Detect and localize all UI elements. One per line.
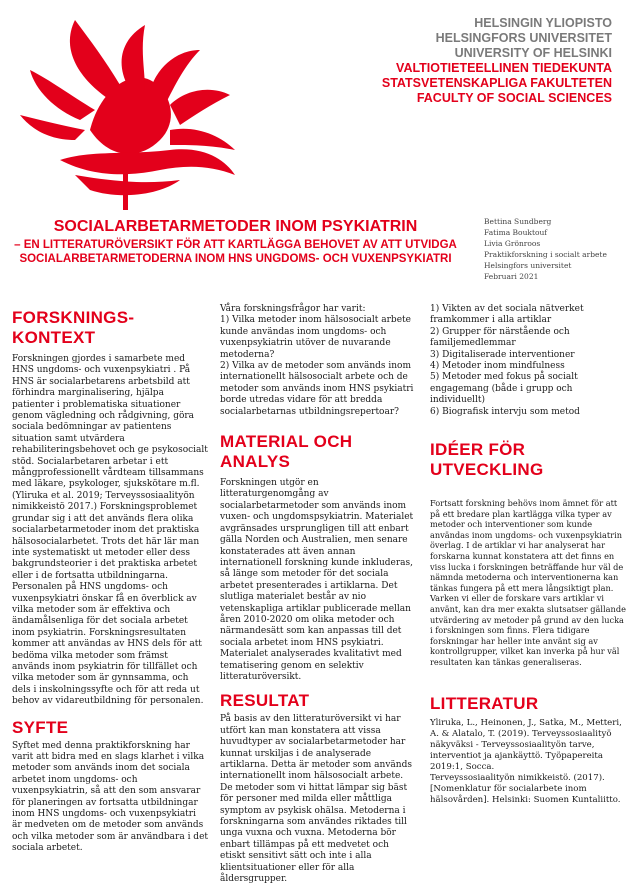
column-middle xyxy=(220,304,416,885)
university-name-sv: HELSINGFORS UNIVERSITET xyxy=(435,31,612,45)
poster-title xyxy=(8,217,463,266)
ideas-paragraph: Fortsatt forskning behövs inom ämnet för att på ett bredare plan kartlägga vilka typer av metoder och interventioner som kunde användas inom ungdoms- och vuxenpsykiatrin överlag. I de artiklar vi har analyserat har forskarna kunnat konstatera att det finns en viss lucka i forskningen beträffande hur väl de nämnda metoderna och interventionerna kan tänkas fungera på ett mera långsiktigt plan. Varken vi eller de forskare vars artiklar vi använt, kan dra mer exakta slutsatser gällande utvärdering av metoder på grund av den lucka i forskningen som finns. Flera tidigare forskningar har heller inte använt sig av kontrollgrupper, vilket kan inverka på hur väl resultaten kan tänkas generaliseras. xyxy=(430,498,626,667)
faculty-names xyxy=(382,61,612,106)
context-paragraph: Forskningen gjordes i samarbete med HNS ungdoms- och vuxenpsykiatri . På HNS är socialarbetarens arbetsbild att förhindra marginalisering, hjälpa patienter i problematiska situationer genom vägledning och rådgivning, göra sociala bedömningar av patientens situation samt utvärdera rehabiliteringsbehovet och ge psykosocialt stöd. Socialarbetaren arbetar i ett mångprofessionellt vårdteam tillsammans med läkare, psykologer, sjukskötare m.fl. (Yliruka et al. 2019; Terveyssosiaalityön nimikkeistö 2017.) Forskningsproblemet grundar sig i att det används flera olika socialarbetarmetoder inom det praktiska hälsosocialarbetet. Trots det här lär man inte systematiskt ut metoder eller dess bakgrundsteorier i det praktiska arbetet eller i de fortsatta utbildningarna. Personalen på HNS ungdoms- och vuxenpsykiatri önskar få en överblick av vilka metoder som är effektiva och ändamålsenliga för det sociala arbetet inom psykiatrin. Forskningsresultaten kommer att användas av HNS dels för att bedöma vilka metoder som främst används inom psykiatrin för tillfället och vilka metoder som är gynnsamma, och dels i inskolningssyfte och för att reda ut behov av vidareutbildning för personalen. xyxy=(12,354,208,707)
section-heading-context: FORSKNINGS- KONTEXT xyxy=(12,308,135,347)
list-item: 6) Biografisk intervju som metod xyxy=(430,406,580,417)
purpose-paragraph: Syftet med denna praktikforskning har varit att bidra med en slags klarhet i vilka metoder som används inom det sociala arbetet inom ungdoms- och vuxenpsykiatrin, så att den som ansvarar för planeringen av fortsatta utbildningar inom HNS ungdoms- och vuxenpsykiatri är medveten om de metoder som används och vilka metoder som är användbara i det sociala arbetet. xyxy=(12,740,209,854)
results-paragraph: På basis av den litteraturöversikt vi har utfört kan man konstatera att vissa huvudtyper av socialarbetarmetoder har kunnat urskiljas i de analyserade artiklarna. Detta är metoder som används internationellt inom hälsosocialt arbete. De metoder som vi hittat lämpar sig bäst för personer med milda eller måttliga symptom av psykisk ohälsa. Metoderna i forskningarna som användes riktades till unga vuxna och vuxna. Metoderna bör enbart tillämpas på ett medvetet och etiskt sensitivt sätt och inte i alla klientsituationer eller för alla åldersgrupper. xyxy=(220,714,412,885)
university-name-en: UNIVERSITY OF HELSINKI xyxy=(454,46,612,60)
results-list xyxy=(430,304,626,418)
column-left xyxy=(12,308,208,855)
section-heading-results: RESULTAT xyxy=(220,691,310,711)
faculty-name-sv: STATSVETENSKAPLIGA FAKULTETEN xyxy=(381,76,612,90)
research-questions-intro: Våra forskningsfrågor har varit: xyxy=(220,304,366,314)
faculty-name-fi: VALTIOTIETEELLINEN TIEDEKUNTA xyxy=(396,61,612,75)
list-item: 2) Grupper för närstående och familjemedlemmar xyxy=(430,326,570,349)
list-item: 5) Metoder med fokus på socialt engagemang (både i grupp och individuellt) xyxy=(430,372,578,406)
reference-item: Terveyssosiaalityön nimikkeistö. (2017). [Nomenklatur för socialarbete inom hälsovården]. Helsinki: Suomen Kuntaliitto. xyxy=(430,772,621,805)
institution: Helsingfors universitet xyxy=(484,261,572,270)
poster-main-title: SOCIALARBETARMETODER INOM PSYKIATRIN xyxy=(53,218,418,235)
section-heading-ideas: IDÉER FÖR UTVECKLING xyxy=(430,440,544,480)
university-name-fi: HELSINGIN YLIOPISTO xyxy=(474,16,612,30)
section-heading-material: MATERIAL OCH ANALYS xyxy=(220,432,353,472)
course-name: Praktikforskning i socialt arbete xyxy=(484,250,607,259)
list-item: 4) Metoder inom mindfulness xyxy=(430,361,565,372)
research-question-1: 1) Vilka metoder inom hälsosocialt arbete kunde användas inom ungdoms- och vuxenpsykiatrin utöver de nuvarande metoderna? xyxy=(220,315,411,360)
author-name: Livia Grönroos xyxy=(484,239,541,248)
author-block xyxy=(484,216,607,282)
column-right xyxy=(430,304,626,806)
author-name: Fatima Bouktouf xyxy=(484,228,548,237)
faculty-name-en: FACULTY OF SOCIAL SCIENCES xyxy=(416,91,612,105)
research-question-2: 2) Vilka av de metoder som används inom internationellt hälsosocialt arbete och de metoder som används inom HNS psykiatri borde utredas vidare för att bredda socialarbetarnas utbildningsrepertoar? xyxy=(220,361,414,417)
list-item: 3) Digitaliserade interventioner xyxy=(430,349,575,360)
author-name: Bettina Sundberg xyxy=(484,217,552,226)
material-paragraph: Forskningen utgör en litteraturgenomgång av socialarbetarmetoder som används inom vuxen- och ungdomspsykiatrin. Materialet avgränsades ursprungligen till att enbart gälla Norden och Australien, men senare konstaterades att även annan internationell forskning kunde inkluderas, så länge som metoder för det sociala arbetet presenterades i artiklarna. Det slutliga materialet består av nio vetenskapliga artiklar publicerade mellan åren 2010-2020 om olika metoder och närmandesätt som kan anpassas till det sociala arbetet inom HNS psykiatri. Materialet analyserades kvalitativt med tematisering genom en selektiv litteraturöversikt. xyxy=(220,478,414,682)
section-heading-purpose: SYFTE xyxy=(12,717,69,737)
list-item: 1) Vikten av det sociala nätverket framkommer i alla artiklar xyxy=(430,304,584,326)
poster-subtitle: – EN LITTERATURÖVERSIKT FÖR ATT KARTLÄGGA BEHOVET AV ATT UTVIDGA SOCIALARBETARMETODERNA INOM HNS UNGDOMS- OCH VUXENPSYKIATRI xyxy=(14,239,457,265)
date: Februari 2021 xyxy=(484,272,539,281)
reference-item: Yliruka, L., Heinonen, J., Satka, M., Metteri, A. & Alatalo, T. (2019). Terveyssosiaalityö näkyväksi - Terveyssosiaalityön tarve, interventiot ja ajankäyttö. Työpapereita 2019:1, Socca. xyxy=(430,717,622,772)
helsinki-flame-logo-icon xyxy=(20,10,240,215)
university-names xyxy=(436,16,612,61)
section-heading-literature: LITTERATUR xyxy=(430,693,539,713)
